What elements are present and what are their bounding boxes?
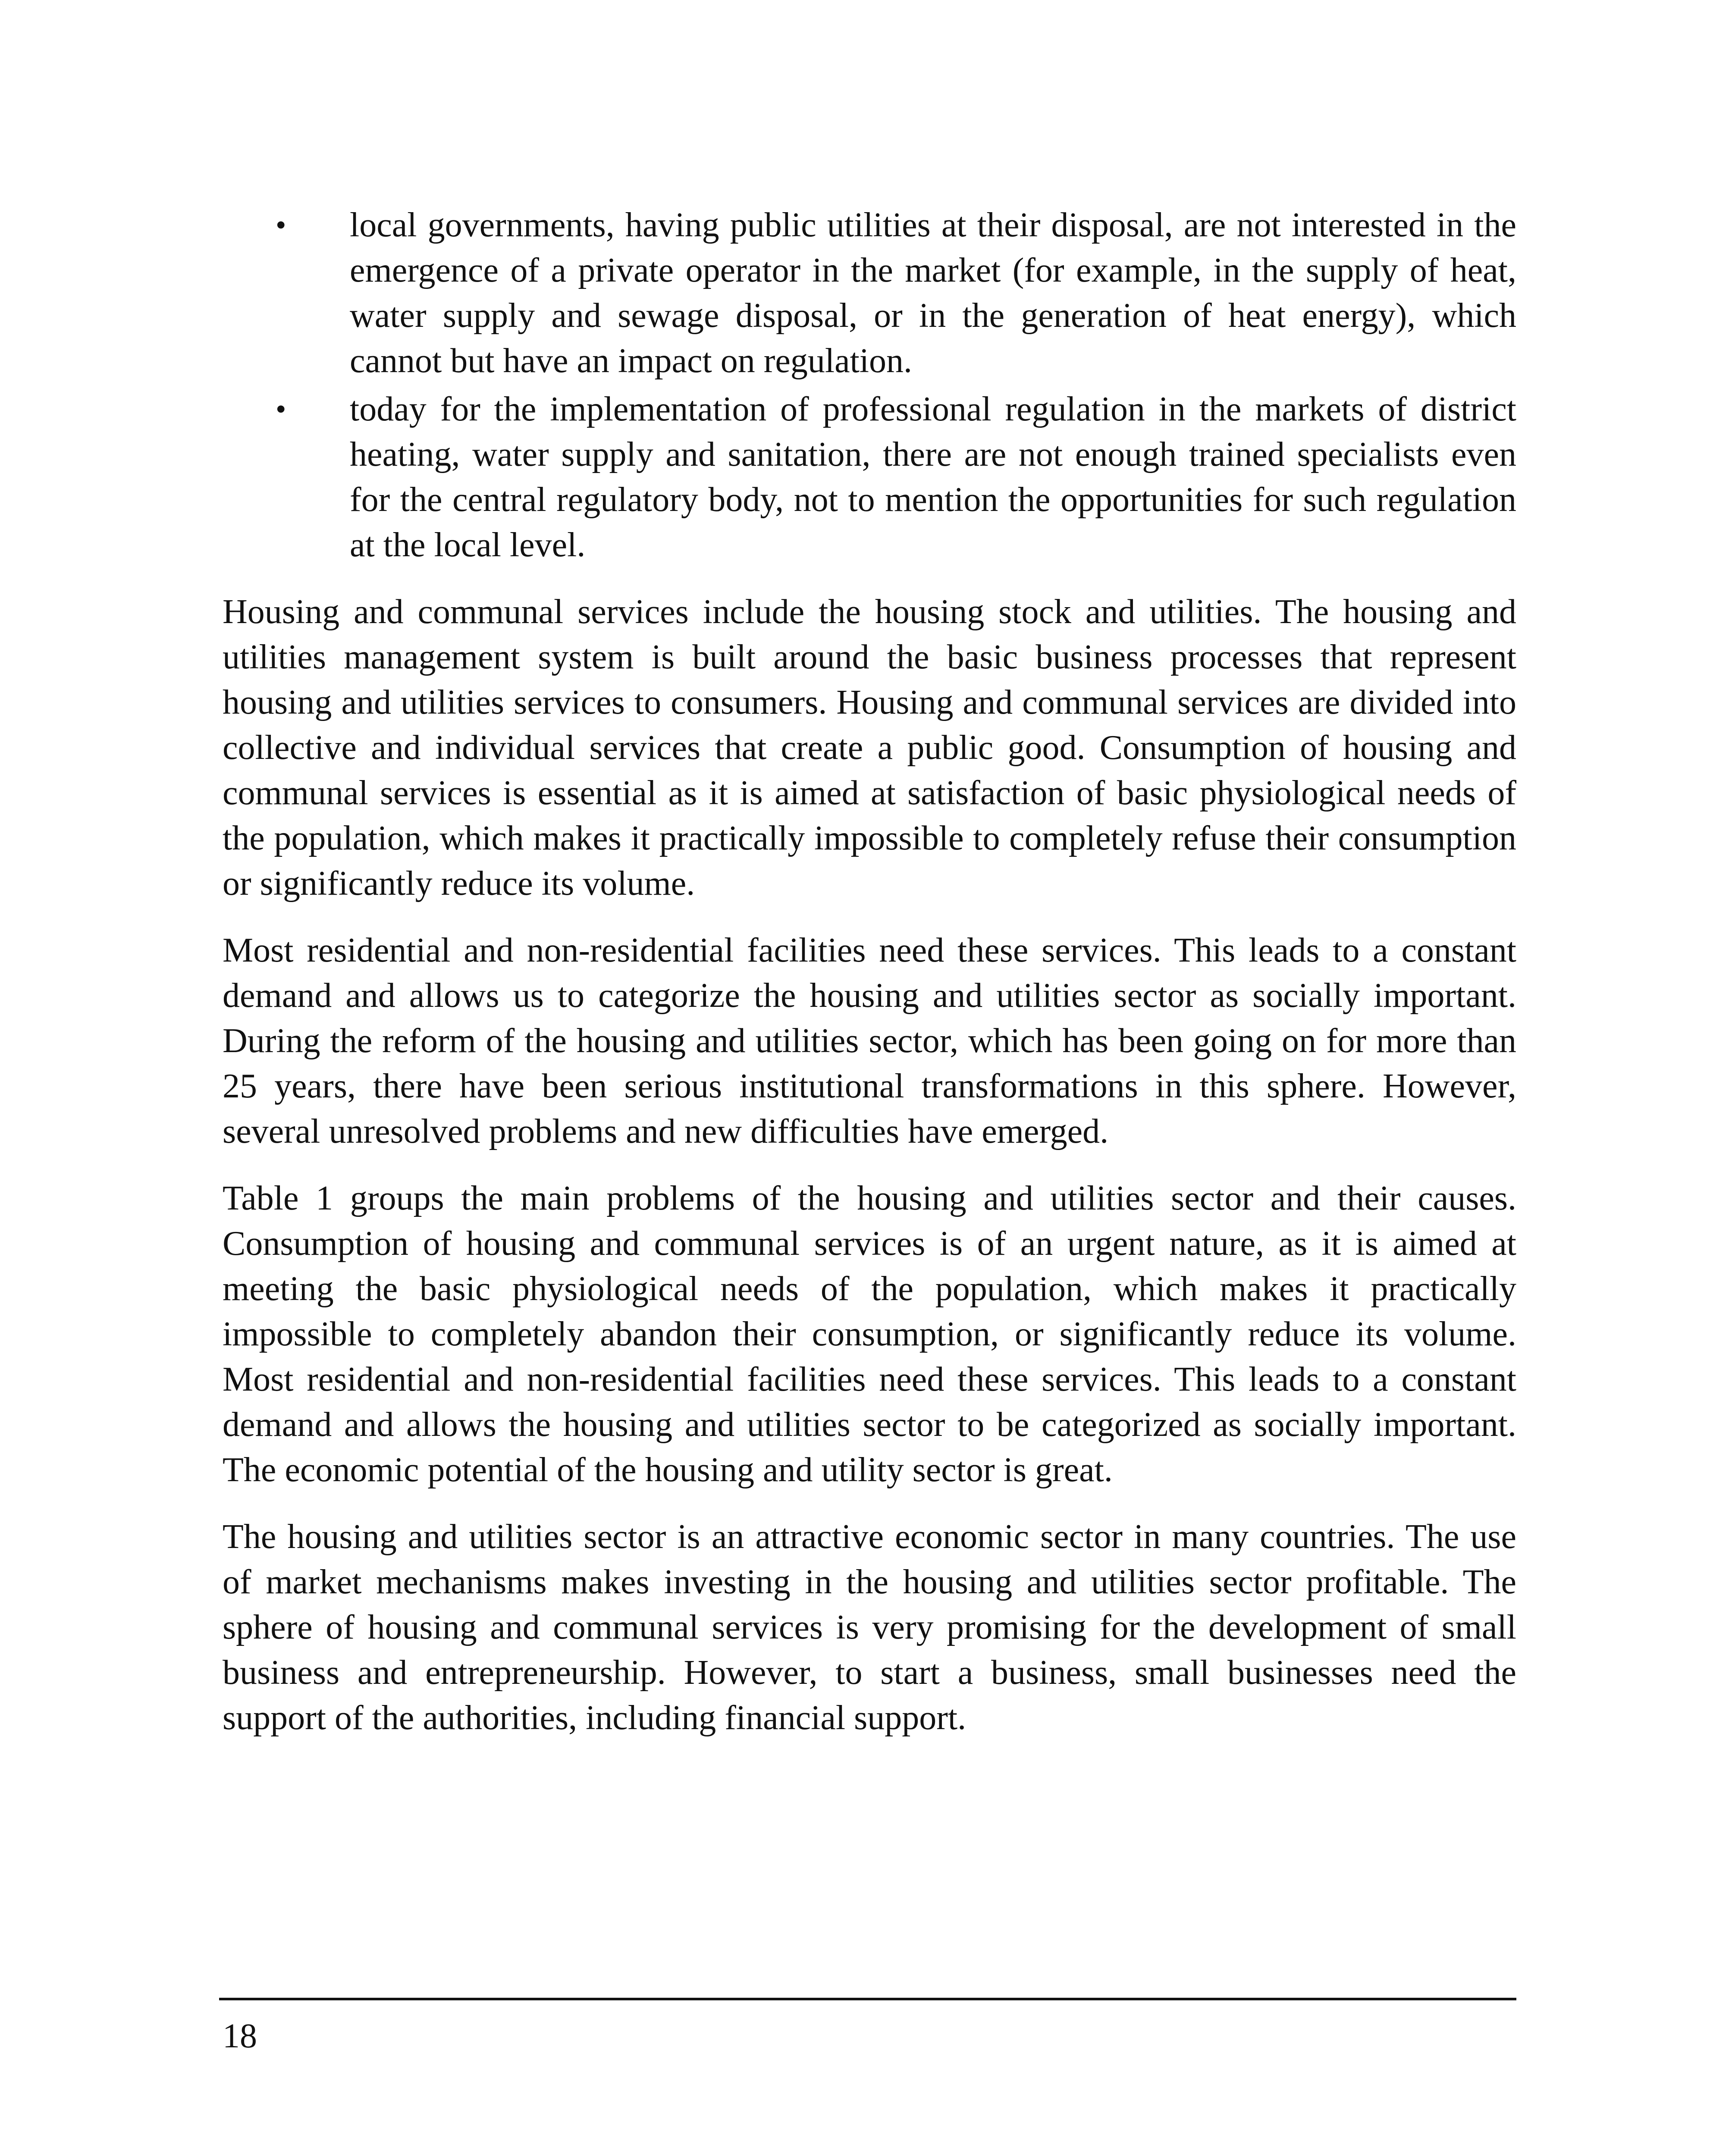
paragraph-constant-demand: Most residential and non-residential facilities need these services. This leads to a constant demand and allows us to categorize the housing and utilities sector as socially important. During the reform of the housing and utilities sector, which has been going on for more than 25 years, there have been serious institutional transformations in this sphere. However, several unresolved problems and new difficulties have emerged.: [223, 931, 1516, 1150]
bullet-list: [223, 203, 1516, 568]
bullet-text: local governments, having public utilities at their disposal, are not interested in the emergence of a private operator in the market (for example, in the supply of heat, water supply and sewage disposal, or in the generation of heat energy), which cannot but have an impact on regulation.: [350, 206, 1516, 380]
bullet-icon: •: [276, 209, 286, 242]
bullet-icon: •: [276, 393, 286, 426]
list-item: [276, 387, 1516, 568]
list-item: [276, 203, 1516, 384]
bullet-text: today for the implementation of professional regulation in the markets of district heating, water supply and sanitation, there are not enough trained specialists even for the central regulatory body, not to mention the opportunities for such regulation at the local level.: [350, 390, 1516, 564]
footer-divider: [219, 1998, 1516, 2000]
paragraph-housing-services: Housing and communal services include the housing stock and utilities. The housing and utilities management system is built around the basic business processes that represent housing and utilities services to consumers. Housing and communal services are divided into collective and individual services that create a public good. Consumption of housing and communal services is essential as it is aimed at satisfaction of basic physiological needs of the population, which makes it practically impossible to completely refuse their consumption or significantly reduce its volume.: [223, 593, 1516, 903]
paragraph-table-1: Table 1 groups the main problems of the housing and utilities sector and their causes. Consumption of housing and communal services is of an urgent nature, as it is aimed at meeting the basic physiological needs of the population, which makes it practically impossible to completely abandon their consumption, or significantly reduce its volume. Most residential and non-residential facilities need these services. This leads to a constant demand and allows the housing and utilities sector to be categorized as socially important. The economic potential of the housing and utility sector is great.: [223, 1179, 1516, 1489]
paragraph-attractive-sector: The housing and utilities sector is an attractive economic sector in many countries. The use of market mechanisms makes investing in the housing and utilities sector profitable. The sphere of housing and communal services is very promising for the development of small business and entrepreneurship. However, to start a business, small businesses need the support of the authorities, including financial support.: [223, 1518, 1516, 1737]
body-text: [223, 203, 1516, 1741]
page-number: 18: [223, 2017, 257, 2055]
